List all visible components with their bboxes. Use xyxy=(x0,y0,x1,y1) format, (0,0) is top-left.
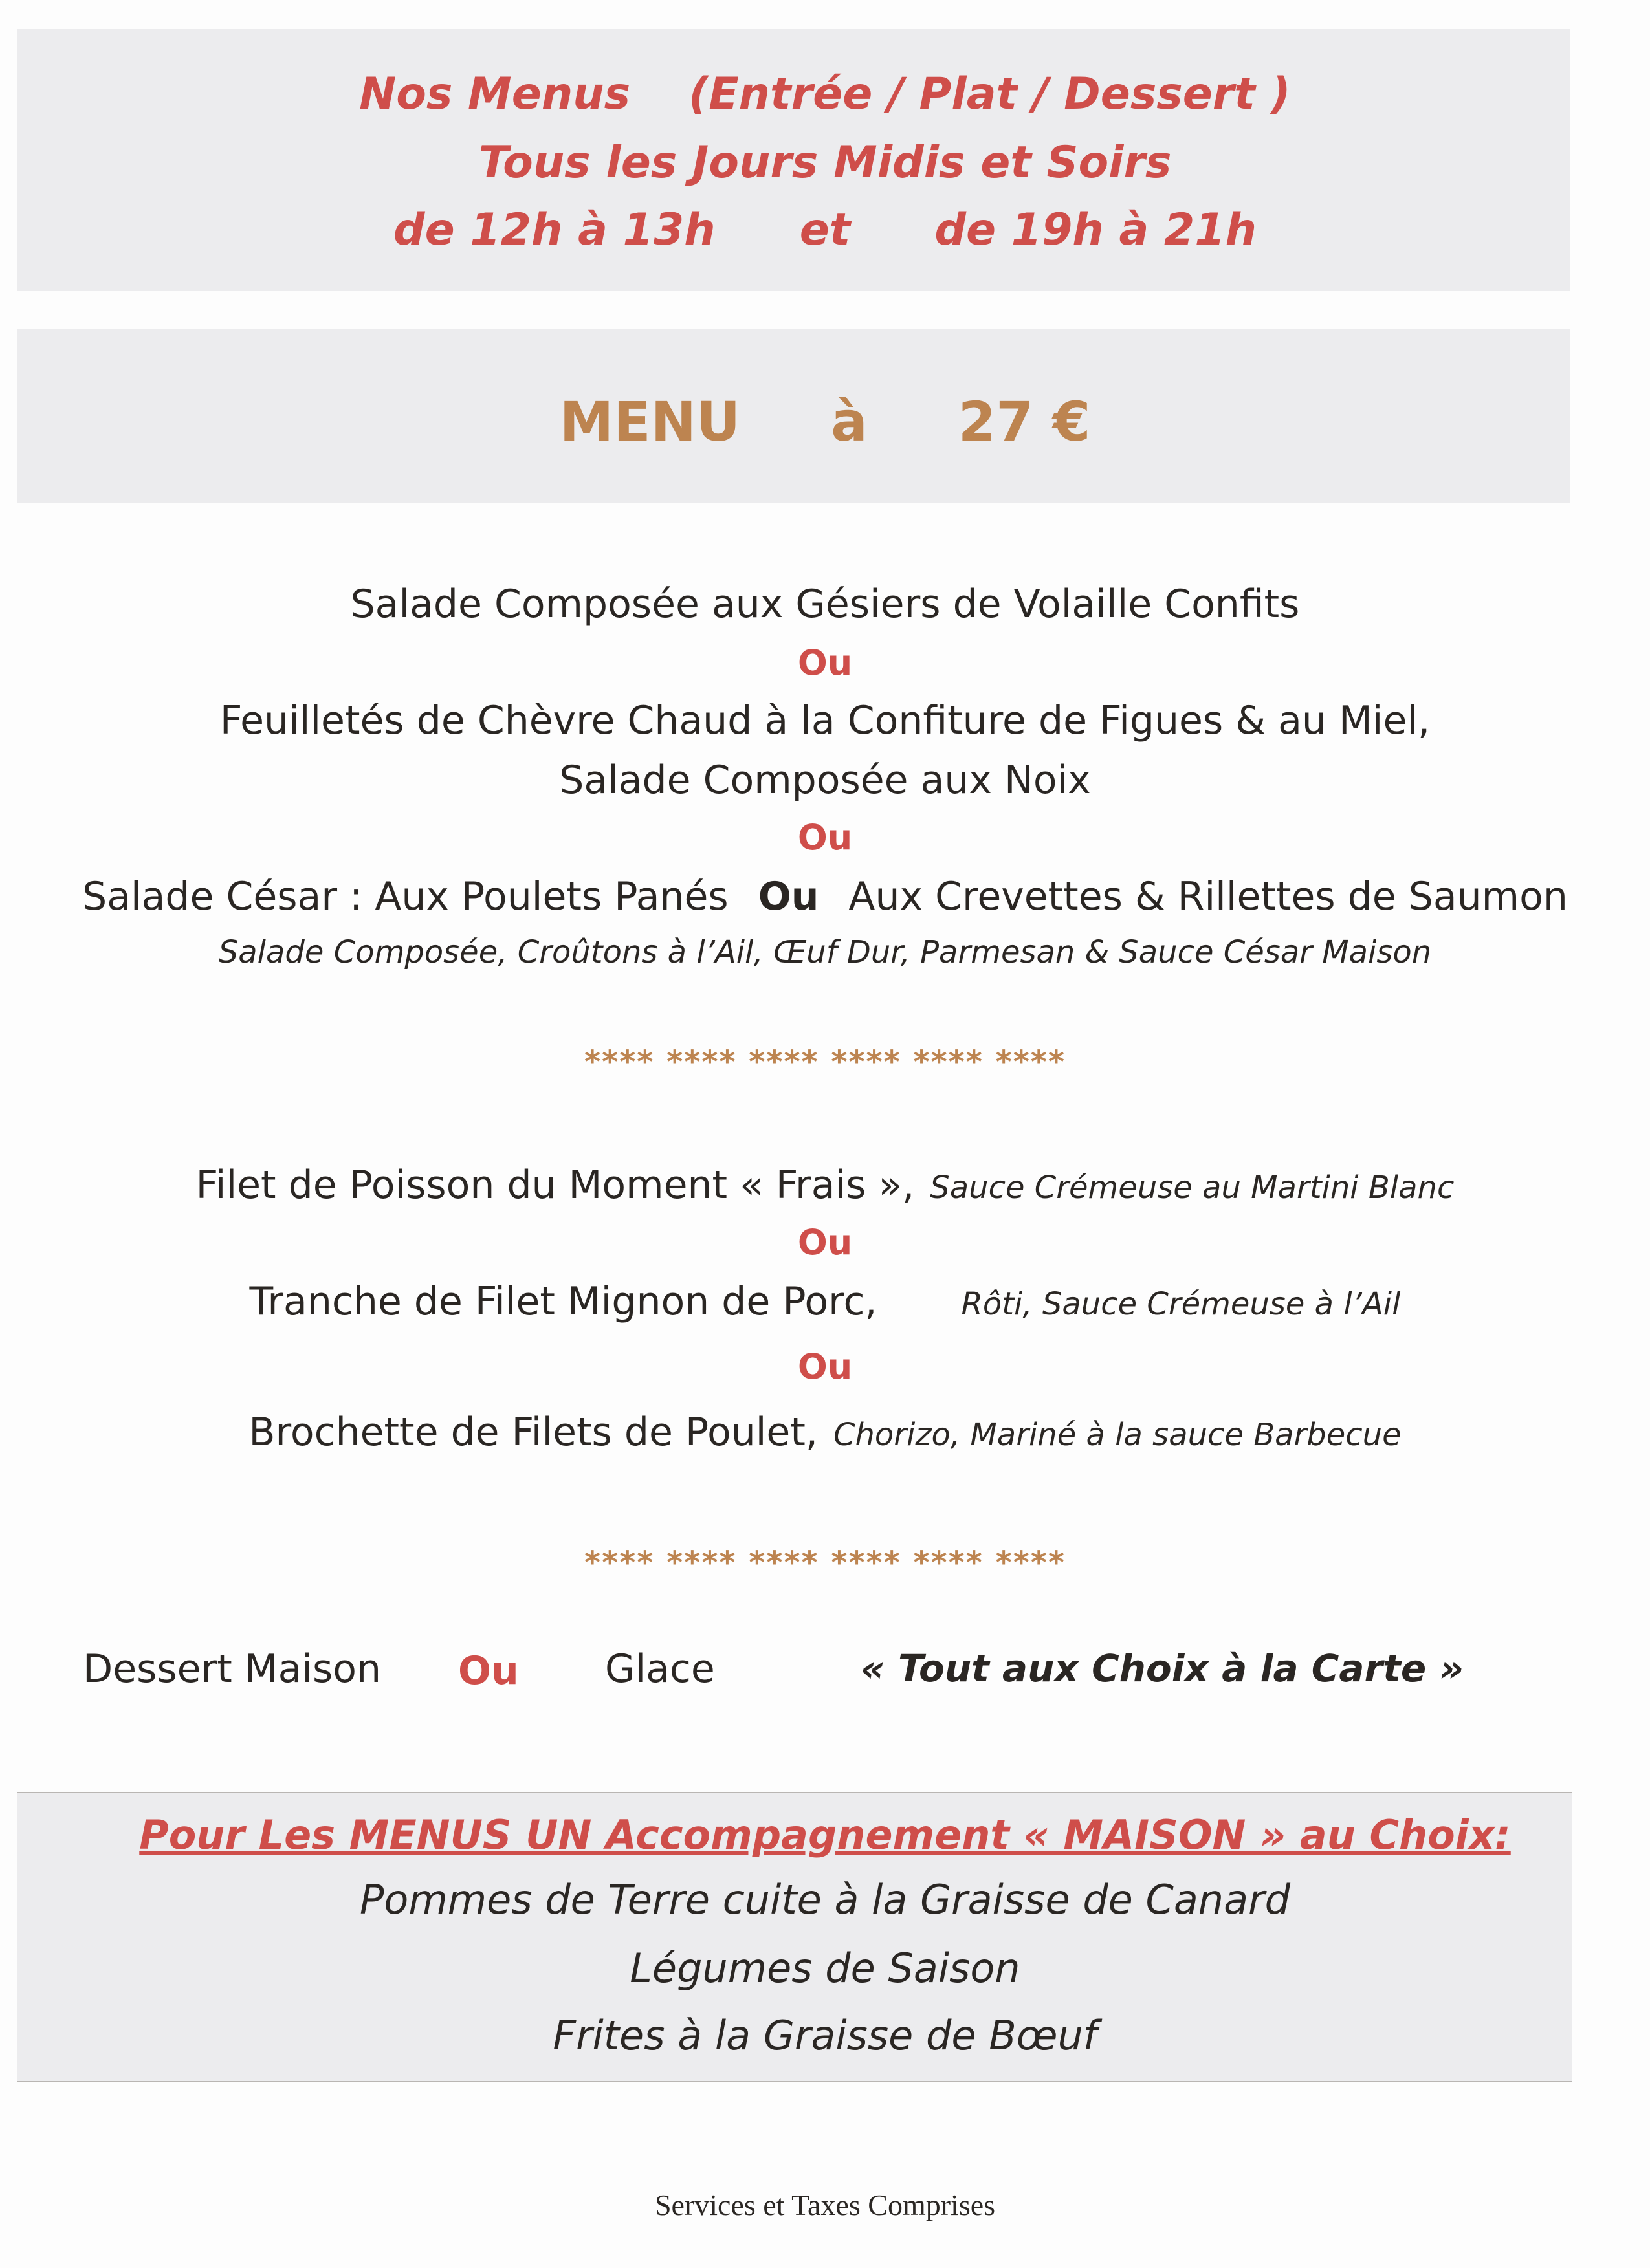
header-hours-line xyxy=(0,204,1650,256)
header-lunch: de 12h à 13h xyxy=(393,204,716,256)
main-1-line xyxy=(0,1162,1650,1208)
main-2-description: Rôti, Sauce Crémeuse à l’Ail xyxy=(961,1286,1401,1322)
main-or-1: Ou xyxy=(797,1222,853,1263)
dessert-or: Ou xyxy=(458,1648,519,1694)
main-or-2: Ou xyxy=(797,1346,853,1387)
starter-3-shrimp: Aux Crevettes & Rillettes de Saumon xyxy=(848,874,1568,919)
main-3: Brochette de Filets de Poulet, xyxy=(248,1410,818,1455)
dessert-ice-cream: Glace xyxy=(605,1646,715,1692)
main-2: Tranche de Filet Mignon de Porc, xyxy=(249,1279,877,1324)
starter-2-line-1: Feuilletés de Chèvre Chaud à la Confiture de Figues & au Miel, xyxy=(219,698,1431,743)
price-amount: 27 € xyxy=(958,390,1091,453)
header-days: Tous les Jours Midis et Soirs xyxy=(478,137,1172,188)
starter-3-description: Salade Composée, Croûtons à l’Ail, Œuf Dur, Parmesan & Sauce César Maison xyxy=(218,934,1432,970)
dessert-choice: « Tout aux Choix à la Carte » xyxy=(861,1646,1464,1690)
starter-3-or: Ou xyxy=(758,874,819,919)
starter-1: Salade Composée aux Gésiers de Volaille Confits xyxy=(350,582,1300,627)
main-2-line xyxy=(0,1279,1650,1324)
accompaniment-title: Pour Les MENUS UN Accompagnement « MAISON » au Choix: xyxy=(139,1811,1511,1859)
starter-3-chicken: Salade César : Aux Poulets Panés xyxy=(82,874,729,919)
header-dinner: de 19h à 21h xyxy=(934,204,1257,256)
price-line xyxy=(0,390,1650,453)
accompaniment-item: Légumes de Saison xyxy=(630,1945,1020,1992)
dessert-house: Dessert Maison xyxy=(83,1646,382,1692)
header-courses: (Entrée / Plat / Dessert ) xyxy=(688,69,1291,120)
accompaniment-item: Frites à la Graisse de Bœuf xyxy=(553,2012,1097,2059)
accompaniment-item: Pommes de Terre cuite à la Graisse de Canard xyxy=(360,1876,1290,1923)
main-1-description: Sauce Crémeuse au Martini Blanc xyxy=(930,1170,1455,1206)
starter-3-line xyxy=(0,874,1650,919)
header-title: Nos Menus xyxy=(359,69,631,120)
header-title-line xyxy=(0,69,1650,120)
price-a: à xyxy=(831,390,868,453)
starter-or-2: Ou xyxy=(797,817,853,858)
price-menu: MENU xyxy=(559,390,741,453)
main-1: Filet de Poisson du Moment « Frais », xyxy=(195,1162,915,1208)
starter-2-line-2: Salade Composée aux Noix xyxy=(559,758,1091,803)
footer-note: Services et Taxes Comprises xyxy=(654,2188,996,2221)
starter-or-1: Ou xyxy=(797,642,853,683)
main-3-description: Chorizo, Mariné à la sauce Barbecue xyxy=(833,1417,1402,1453)
header-and: et xyxy=(799,204,851,256)
main-3-line xyxy=(0,1410,1650,1455)
separator-1: **** **** **** **** **** **** xyxy=(584,1044,1066,1080)
separator-2: **** **** **** **** **** **** xyxy=(584,1545,1066,1581)
